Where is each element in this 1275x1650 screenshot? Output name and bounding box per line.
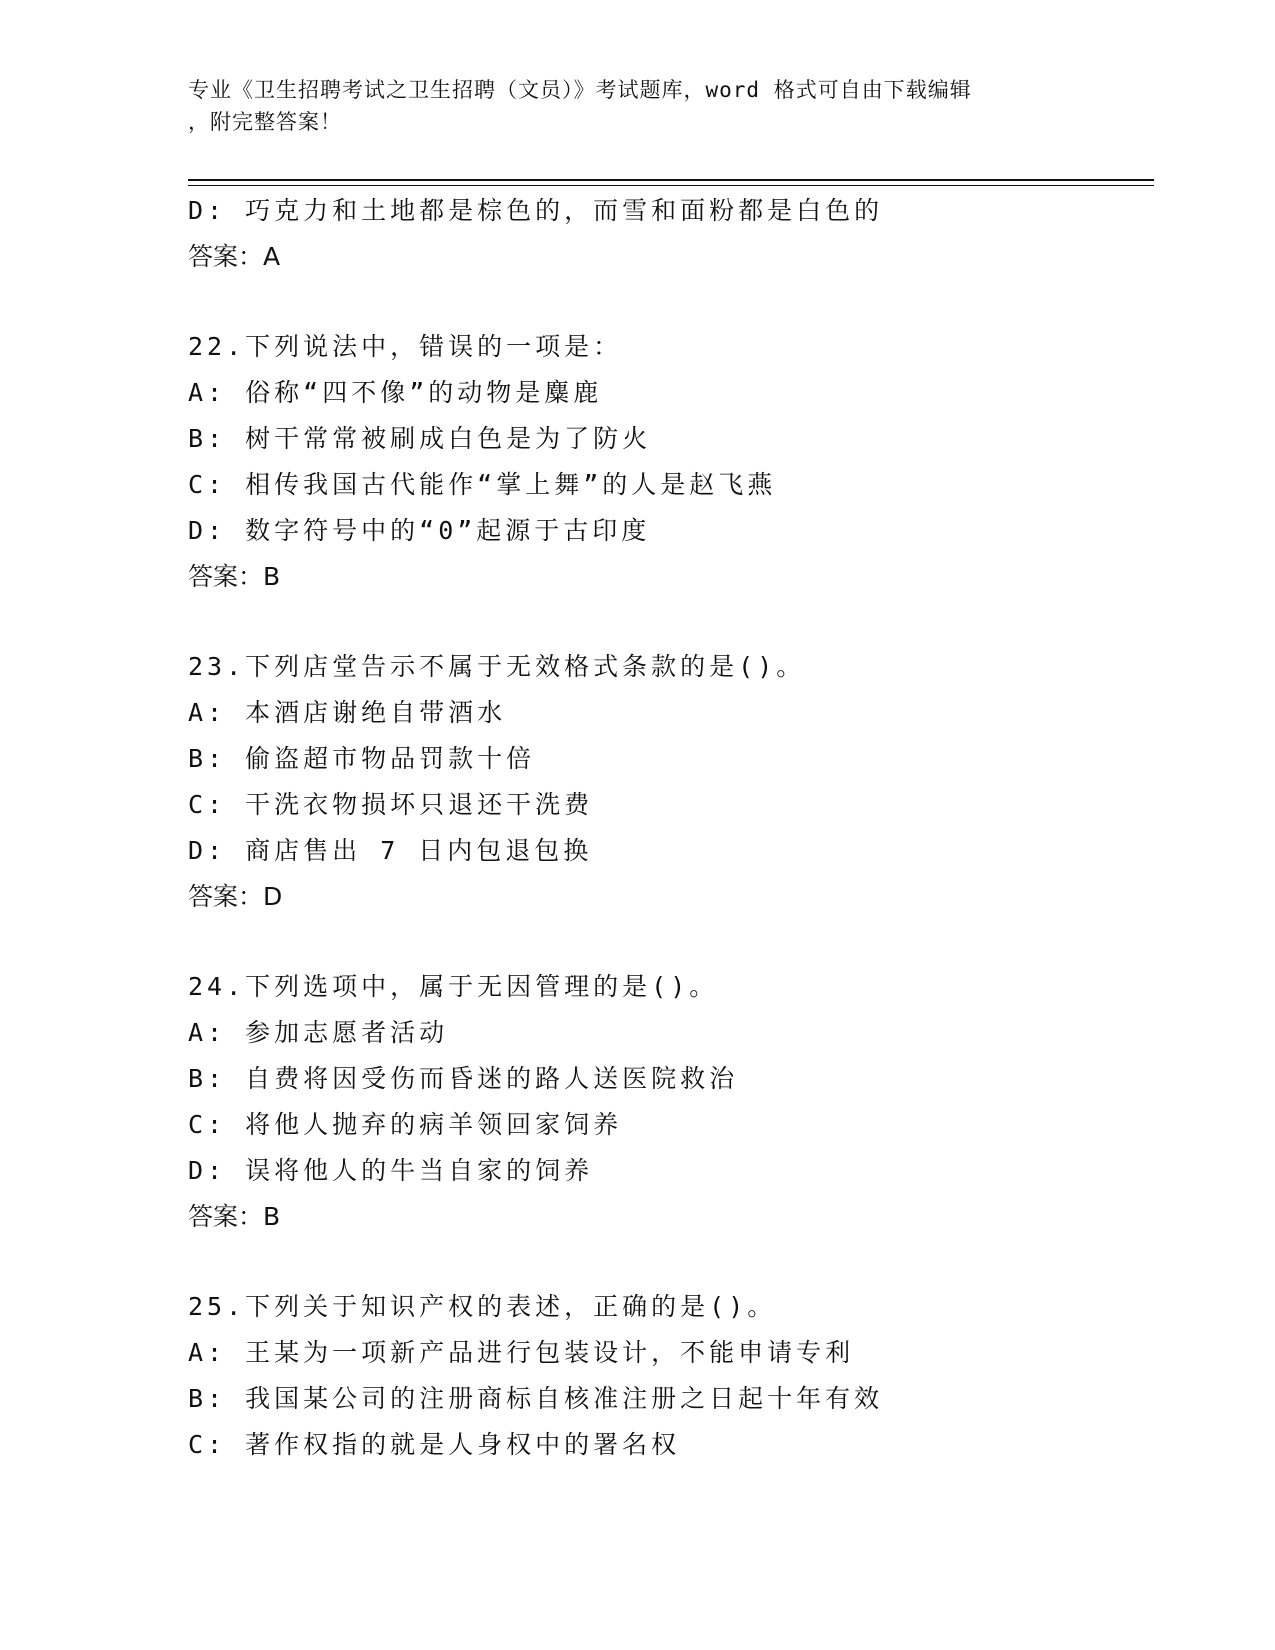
question-stem: 22.下列说法中，错误的一项是：: [188, 332, 623, 361]
option-b: B: 树干常常被刷成白色是为了防火: [188, 424, 652, 453]
header-title-line-2: ，附完整答案！: [188, 110, 342, 134]
option-d: D: 数字符号中的“0”起源于古印度: [188, 516, 651, 545]
question-stem: 24.下列选项中，属于无因管理的是()。: [188, 972, 719, 1001]
document-header: [188, 74, 1088, 138]
header-divider-thick: [188, 179, 1154, 181]
option-a: A: 本酒店谢绝自带酒水: [188, 698, 507, 727]
option-c: C: 将他人抛弃的病羊领回家饲养: [188, 1110, 623, 1139]
question-stem: 23.下列店堂告示不属于无效格式条款的是()。: [188, 652, 806, 681]
option-b: B: 偷盗超市物品罚款十倍: [188, 744, 536, 773]
spacer: [188, 920, 1148, 964]
header-title-line-1: 专业《卫生招聘考试之卫生招聘（文员）》考试题库，word 格式可自由下载编辑: [188, 78, 972, 102]
option-d: D: 商店售出 7 日内包退包换: [188, 836, 593, 865]
question-25: [188, 1284, 1148, 1468]
question-list: [188, 188, 1148, 1468]
header-divider-thin: [188, 185, 1154, 186]
question-stem: 25.下列关于知识产权的表述，正确的是()。: [188, 1292, 777, 1321]
spacer: [188, 280, 1148, 324]
option-a: A: 俗称“四不像”的动物是麋鹿: [188, 378, 603, 407]
option-b: B: 自费将因受伤而昏迷的路人送医院救治: [188, 1064, 739, 1093]
option-d: D: 巧克力和土地都是棕色的，而雪和面粉都是白色的: [188, 196, 884, 225]
spacer: [188, 600, 1148, 644]
previous-question-tail: [188, 188, 1148, 280]
option-d: D: 误将他人的牛当自家的饲养: [188, 1156, 594, 1185]
option-c: C: 著作权指的就是人身权中的署名权: [188, 1430, 681, 1459]
answer-line: 答案：B: [188, 562, 281, 591]
question-24: [188, 964, 1148, 1240]
answer-line: 答案：B: [188, 1202, 281, 1231]
answer-line: 答案：D: [188, 882, 283, 911]
option-c: C: 相传我国古代能作“掌上舞”的人是赵飞燕: [188, 470, 777, 499]
spacer: [188, 1240, 1148, 1284]
option-c: C: 干洗衣物损坏只退还干洗费: [188, 790, 594, 819]
option-a: A: 王某为一项新产品进行包装设计，不能申请专利: [188, 1338, 855, 1367]
option-b: B: 我国某公司的注册商标自核准注册之日起十年有效: [188, 1384, 884, 1413]
option-a: A: 参加志愿者活动: [188, 1018, 449, 1047]
question-23: [188, 644, 1148, 920]
answer-line: 答案：A: [188, 242, 281, 271]
question-22: [188, 324, 1148, 600]
